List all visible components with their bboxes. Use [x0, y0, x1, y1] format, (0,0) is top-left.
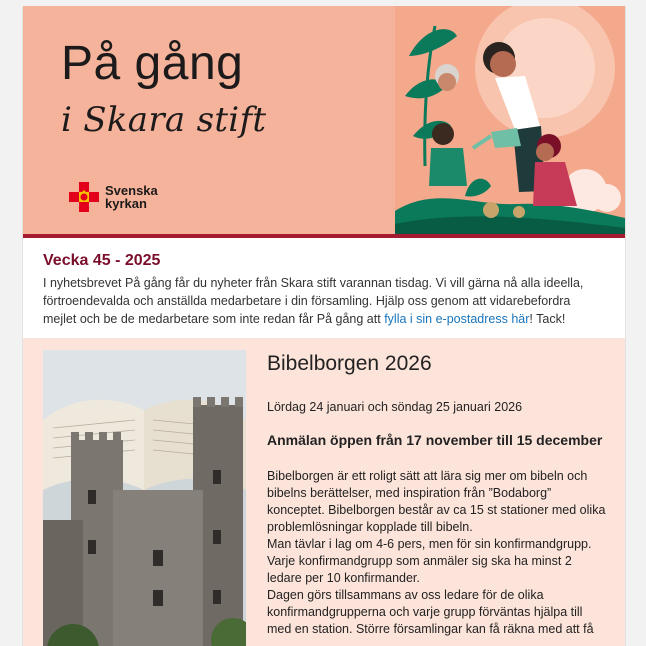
article-date: Lördag 24 januari och söndag 25 januari 2026: [267, 400, 523, 414]
logo-line-2: kyrkan: [105, 196, 147, 211]
intro-text-before: I nyhetsbrevet På gång får du nyheter från Skara stift varannan tisdag. Vi vill gärna nå alla ideella, förtroendevalda och anställda medarbetare i din församling. Hjälp oss genom att vidarebefordra mejlet och be de medarbetare som inte redan får På gång att: [43, 276, 584, 326]
article-title: Bibelborgen 2026: [267, 352, 432, 375]
article-paragraph: Dagen görs tillsammans av oss ledare för de olika konfirmandgrupperna och varje grupp förväntas hjälpa till med en station. Större församlingar kan få räkna med att få: [267, 588, 594, 636]
church-cross-icon: [69, 182, 99, 212]
title-line-2: i Skara stift: [61, 100, 267, 140]
logo-wordmark: [105, 184, 158, 210]
newsletter-header: [23, 6, 625, 234]
week-heading: Vecka 45 - 2025: [43, 252, 161, 269]
intro-text-after: ! Tack!: [529, 312, 566, 326]
newsletter-title: [61, 36, 266, 142]
article-subtitle: Anmälan öppen från 17 november till 15 december: [267, 432, 603, 448]
hero-illustration: [395, 6, 625, 234]
article-body: [267, 468, 607, 638]
signup-link[interactable]: fylla i sin e-postadress här: [384, 312, 530, 326]
svenska-kyrkan-logo[interactable]: [69, 182, 158, 212]
logo-line-1: Svenska: [105, 183, 158, 198]
article-paragraph: Man tävlar i lag om 4-6 pers, men för sin konfirmandgrupp. Varje konfirmandgrupp som anmäler sig ska ha minst 2 ledare per 10 konfirmander.: [267, 537, 592, 585]
article-bibelborgen: [23, 338, 625, 646]
newsletter: [22, 6, 626, 646]
title-line-1: På gång: [61, 37, 244, 90]
castle-bible-image: [43, 350, 246, 646]
intro-paragraph: [43, 274, 605, 328]
article-paragraph: Bibelborgen är ett roligt sätt att lära sig mer om bibeln och bibelns berättelser, med inspiration från ”Bodaborg” konceptet. Bibelborgen består av ca 15 st stationer med olika problemlösningar kopplade till bibeln.: [267, 469, 606, 534]
article-content: [267, 350, 607, 638]
intro-section: [23, 238, 625, 338]
